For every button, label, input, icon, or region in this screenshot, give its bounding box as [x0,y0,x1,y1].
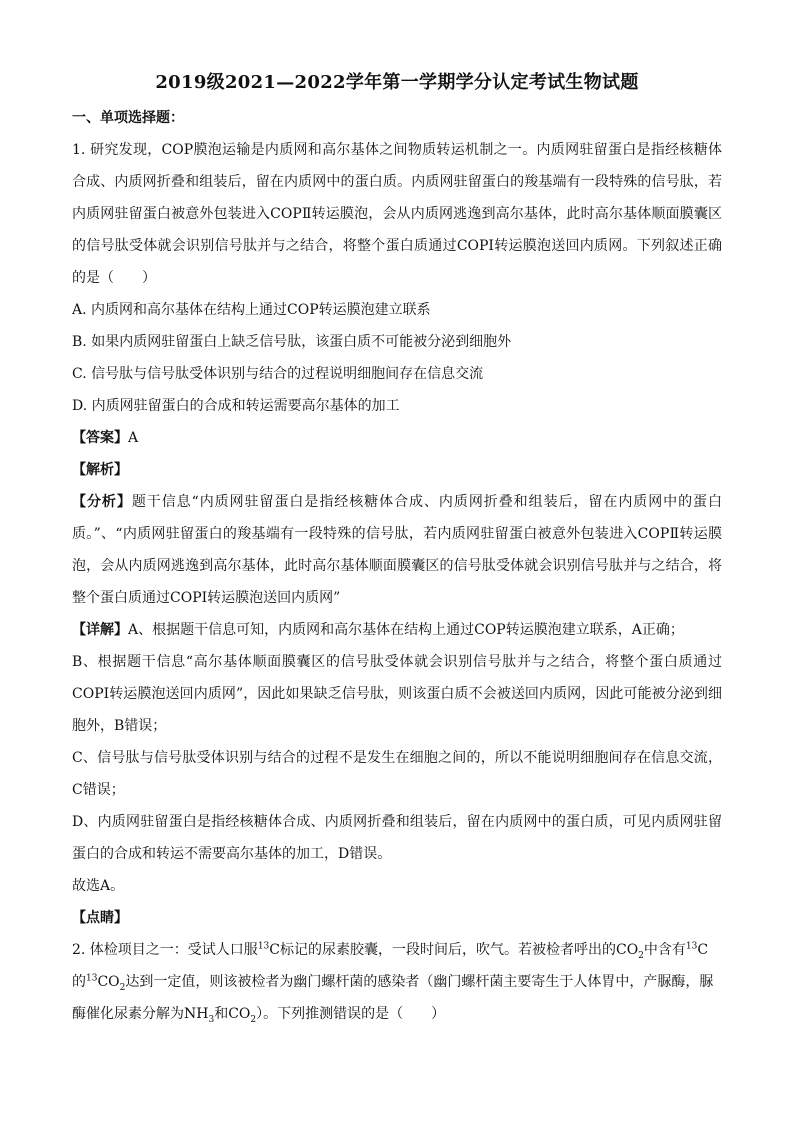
detail-line-9: 故选A。 [72,878,125,894]
detail-line-4: 胞外，B错误； [72,718,167,734]
q2-sub-3: 3 [208,1014,215,1025]
q2-sub-2b: 2 [119,982,126,993]
q2-text-1b: C标记的尿素胶囊，一段时间后，吹气。若被检者呼出的CO [269,942,639,958]
detail-line-1 [72,620,684,640]
q2-text-3c: ）。下列推测错误的是（ ） [256,1006,446,1022]
q2-text-2c: 达到一定值，则该被检者为幽门螺杆菌的感染者（幽门螺杆菌主要寄生于人体胃中，产脲酶，脲 [125,974,714,990]
page-title: 2019级2021—2022学年第一学期学分认定考试生物试题 [155,72,639,93]
section-heading: 一、单项选择题： [72,110,184,126]
answer-tag: 【答案】 [72,430,128,446]
q1-stem-line-3: 内质网驻留蛋白被意外包装进入COPⅡ转运膜泡，会从内质网逃逸到高尔基体，此时高尔基体顺面膜囊区 [72,206,722,222]
q2-sub-2a: 2 [638,950,644,961]
fenxi-line-2: 质。”、“内质网驻留蛋白的羧基端有一段特殊的信号肽，若内质网驻留蛋白被意外包装进入COPⅡ转运膜 [72,526,722,542]
q2-sup-13b: 13 [685,941,698,952]
q1-stem-line-4: 的信号肽受体就会识别信号肽并与之结合，将整个蛋白质通过COPI转运膜泡送回内质网。下列叙述正确 [72,238,722,254]
q2-text-3b: 和CO [214,1006,251,1022]
fenxi-text-1: 题干信息“内质网驻留蛋白是指经核糖体合成、内质网折叠和组装后，留在内质网中的蛋白 [131,494,723,510]
detail-line-3: COPI转运膜泡送回内质网”，因此如果缺乏信号肽，则该蛋白质不会被送回内质网，因此可能被分泌到细 [72,686,722,702]
detail-tag: 【详解】 [72,622,128,638]
q2-sub-2c: 2 [250,1014,257,1025]
q2-sup-13c: 13 [86,973,98,984]
q1-option-a: A. 内质网和高尔基体在结构上通过COP转运膜泡建立联系 [72,302,431,318]
q1-stem-line-1: 1. 研究发现，COP膜泡运输是内质网和高尔基体之间物质转运机制之一。内质网驻留蛋白是指经核糖体 [72,142,722,158]
q1-answer-row [72,428,138,448]
fenxi-line-4: 整个蛋白质通过COPI转运膜泡送回内质网” [72,590,341,606]
q2-text-2a: 的 [72,974,86,990]
q2-text-3a: 酶催化尿素分解为NH [72,1006,209,1022]
q2-line-1 [72,940,708,960]
fenxi-line-1 [72,492,722,512]
q1-option-c: C. 信号肽与信号肽受体识别与结合的过程说明细胞间存在信息交流 [72,366,484,382]
q2-text-1a: 2. 体检项目之一：受试人口服 [72,942,258,958]
q1-stem-line-5: 的是（ ） [72,270,156,286]
q2-text-1c: 中含有 [643,942,686,958]
q2-text-2b: CO [97,974,120,990]
detail-text-1: A、根据题干信息可知，内质网和高尔基体在结构上通过COP转运膜泡建立联系，A正确； [128,622,684,638]
fenxi-tag: 【分析】 [72,494,132,510]
detail-line-2: B、根据题干信息“高尔基体顺面膜囊区的信号肽受体就会识别信号肽并与之结合，将整个蛋白质通过 [72,654,722,670]
detail-line-7: D、内质网驻留蛋白是指经核糖体合成、内质网折叠和组装后，留在内质网中的蛋白质，可见内质网驻留 [72,814,722,830]
answer-value: A [128,430,139,446]
fenxi-line-3: 泡，会从内质网逃逸到高尔基体，此时高尔基体顺面膜囊区的信号肽受体就会识别信号肽并与之结合，将 [72,558,722,574]
analysis-tag: 【解析】 [72,462,128,478]
q2-line-2 [72,972,713,992]
dianjing-tag: 【点睛】 [72,910,128,926]
q2-text-1d: C [697,942,709,958]
detail-line-8: 蛋白的合成和转运不需要高尔基体的加工，D错误。 [72,846,392,862]
q1-stem-line-2: 合成、内质网折叠和组装后，留在内质网中的蛋白质。内质网驻留蛋白的羧基端有一段特殊的信号肽，若 [72,174,722,190]
detail-line-6: C错误； [72,782,125,798]
q1-option-b: B. 如果内质网驻留蛋白上缺乏信号肽，该蛋白质不可能被分泌到细胞外 [72,334,512,350]
detail-line-5: C、信号肽与信号肽受体识别与结合的过程不是发生在细胞之间的，所以不能说明细胞间存在信息交流， [72,750,722,766]
q2-line-3 [72,1004,445,1024]
q2-sup-13a: 13 [257,941,270,952]
q1-option-d: D. 内质网驻留蛋白的合成和转运需要高尔基体的加工 [72,398,400,414]
